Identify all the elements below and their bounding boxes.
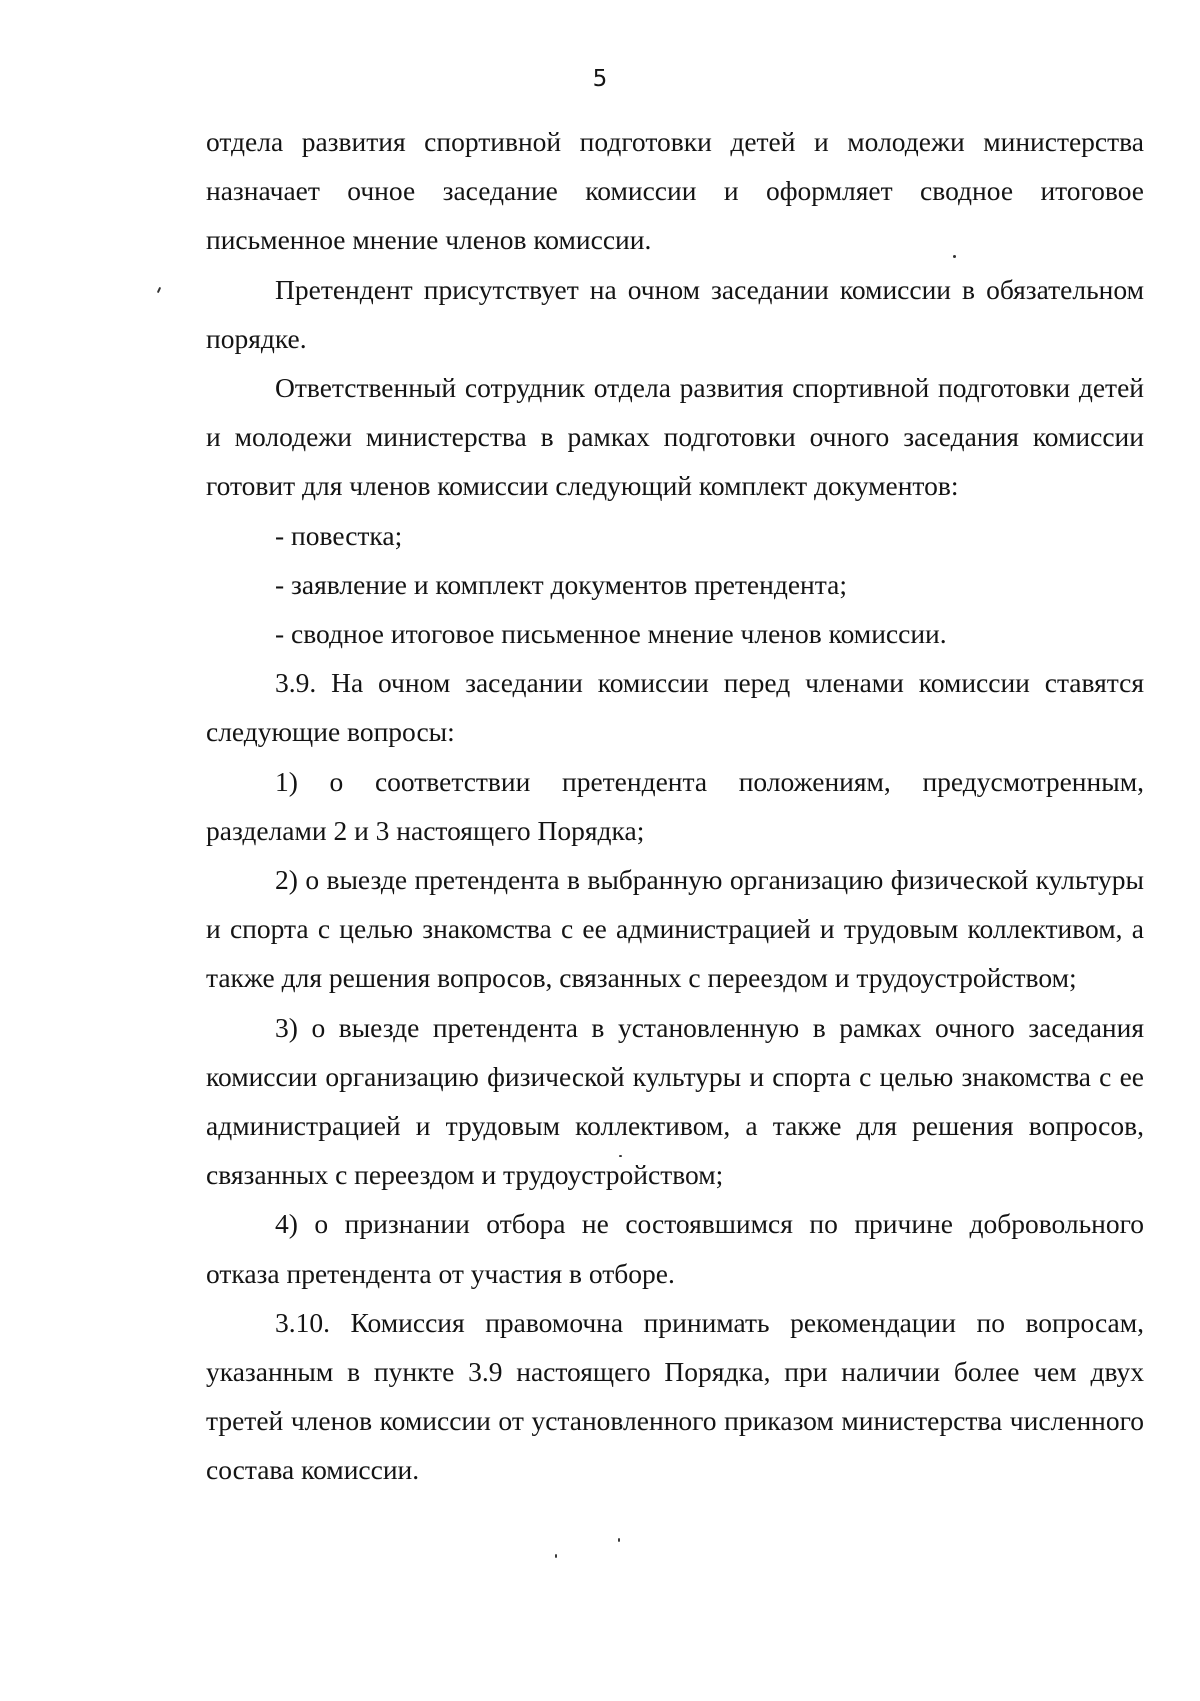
- list-item-question-1: 1) о соответствии претендента положениям, предусмотренным, разделами 2 и 3 настоящего Порядка;: [206, 765, 1144, 846]
- paragraph-3-9: 3.9. На очном заседании комиссии перед членами комиссии ставятся следующие вопросы:: [206, 667, 1144, 748]
- list-item-question-2: 2) о выезде претендента в выбранную организацию физической культуры и спорта с целью знакомства с ее администрацией и трудовым коллективом, а также для решения вопросов, связанных с переездом и трудоустройством;: [206, 864, 1144, 994]
- scan-speck: [953, 255, 956, 258]
- page-number: 5: [592, 66, 608, 92]
- list-item-application: - заявление и комплект документов претендента;: [275, 568, 847, 600]
- list-item-question-3: 3) о выезде претендента в установленную в рамках очного заседания комиссии организацию физической культуры и спорта с целью знакомства с ее администрацией и трудовым коллективом, а также для решения вопросов, связанных с переездом и трудоустройством;: [206, 1011, 1144, 1191]
- scan-speck: [618, 1538, 620, 1542]
- document-body: [206, 117, 1144, 1495]
- paragraph-attendance: Претендент присутствует на очном заседании комиссии в обязательном порядке.: [206, 273, 1144, 354]
- list-item-agenda: - повестка;: [275, 519, 403, 551]
- list-item-summary-opinion: - сводное итоговое письменное мнение членов комиссии.: [275, 618, 947, 650]
- paragraph-continuation: отдела развития спортивной подготовки детей и молодежи министерства назначает очное заседание комиссии и оформляет сводное итоговое письменное мнение членов комиссии.: [206, 126, 1144, 256]
- paragraph-3-10: 3.10. Комиссия правомочна принимать рекомендации по вопросам, указанным в пункте 3.9 настоящего Порядка, при наличии более чем двух третей членов комиссии от установленного приказом министерства численного состава комиссии.: [206, 1306, 1144, 1486]
- list-item-question-4: 4) о признании отбора не состоявшимся по причине добровольного отказа претендента от участия в отборе.: [206, 1208, 1144, 1289]
- scan-speck: [555, 1554, 557, 1558]
- scan-speck: [619, 1155, 622, 1157]
- paragraph-documents-intro: Ответственный сотрудник отдела развития спортивной подготовки детей и молодежи министерства в рамках подготовки очного заседания комиссии готовит для членов комиссии следующий комплект документов:: [206, 372, 1144, 502]
- scan-speck: [157, 287, 161, 293]
